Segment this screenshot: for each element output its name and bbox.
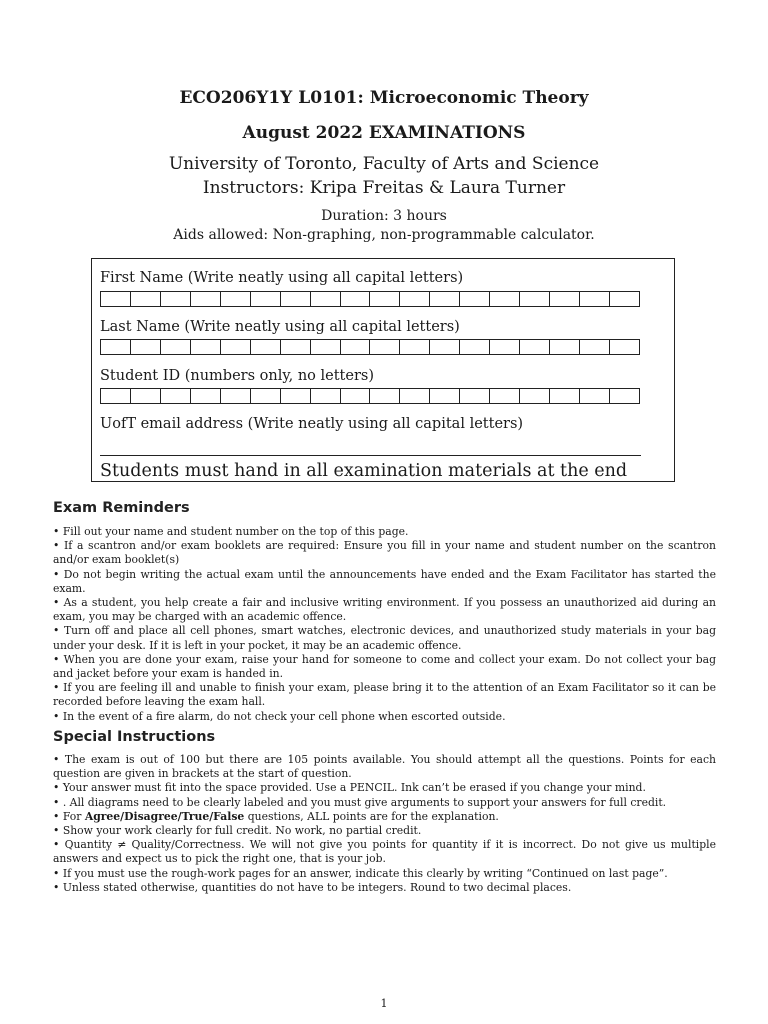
letter-box[interactable] [341, 292, 371, 306]
letter-box[interactable] [101, 292, 131, 306]
email-label: UofT email address (Write neatly using all capital letters) [100, 416, 524, 432]
letter-box[interactable] [131, 292, 161, 306]
first-name-boxes[interactable] [100, 291, 640, 307]
list-item: • Turn off and place all cell phones, smart watches, electronic devices, and unauthorized study materials in your bag under your desk. If it is left in your pocket, it may be an academic offence. [53, 624, 716, 652]
email-write-line[interactable] [100, 455, 641, 456]
exam-session: August 2022 EXAMINATIONS [242, 123, 526, 143]
letter-box[interactable] [281, 389, 311, 403]
list-item: • . All diagrams need to be clearly labeled and you must give arguments to support your answers for full credit. [53, 796, 716, 810]
letter-box[interactable] [460, 340, 490, 354]
letter-box[interactable] [161, 340, 191, 354]
list-item: • If you are feeling ill and unable to finish your exam, please bring it to the attention of an Exam Facilitator so it can be recorded before leaving the exam hall. [53, 681, 716, 709]
letter-box[interactable] [430, 292, 460, 306]
letter-box[interactable] [161, 292, 191, 306]
list-item: • Unless stated otherwise, quantities do not have to be integers. Round to two decimal places. [53, 881, 716, 895]
list-item: • Your answer must fit into the space provided. Use a PENCIL. Ink can’t be erased if you change your mind. [53, 781, 716, 795]
list-item: • As a student, you help create a fair and inclusive writing environment. If you possess an unauthorized aid during an exam, you may be charged with an academic offence. [53, 596, 716, 624]
letter-box[interactable] [580, 340, 610, 354]
letter-box[interactable] [460, 292, 490, 306]
list-item: • Quantity ≠ Quality/Correctness. We will not give you points for quantity if it is incorrect. Do not give us multiple answers and expect us to pick the right one, that is your job. [53, 838, 716, 866]
letter-box[interactable] [400, 340, 430, 354]
letter-box[interactable] [101, 389, 131, 403]
student-info-box [91, 258, 675, 482]
letter-box[interactable] [490, 389, 520, 403]
letter-box[interactable] [191, 389, 221, 403]
letter-box[interactable] [191, 292, 221, 306]
letter-box[interactable] [131, 389, 161, 403]
letter-box[interactable] [400, 389, 430, 403]
letter-box[interactable] [281, 340, 311, 354]
letter-box[interactable] [191, 340, 221, 354]
instructors-line: Instructors: Kripa Freitas & Laura Turner [202, 178, 566, 198]
student-id-boxes[interactable] [100, 388, 640, 404]
last-name-boxes[interactable] [100, 339, 640, 355]
letter-box[interactable] [490, 292, 520, 306]
special-instructions-list [53, 753, 716, 895]
list-item: • Show your work clearly for full credit. No work, no partial credit. [53, 824, 716, 838]
list-item: • Do not begin writing the actual exam until the announcements have ended and the Exam Facilitator has started the exam. [53, 568, 716, 596]
letter-box[interactable] [610, 292, 639, 306]
list-item-text: questions, ALL points are for the explanation. [244, 809, 499, 823]
university-line: University of Toronto, Faculty of Arts and Science [168, 154, 600, 174]
letter-box[interactable] [580, 292, 610, 306]
letter-box[interactable] [430, 389, 460, 403]
list-item: • Fill out your name and student number on the top of this page. [53, 525, 716, 539]
letter-box[interactable] [341, 389, 371, 403]
special-instructions-heading: Special Instructions [53, 729, 216, 745]
duration-line: Duration: 3 hours [321, 208, 447, 224]
letter-box[interactable] [221, 292, 251, 306]
letter-box[interactable] [400, 292, 430, 306]
letter-box[interactable] [460, 389, 490, 403]
letter-box[interactable] [550, 340, 580, 354]
letter-box[interactable] [221, 340, 251, 354]
letter-box[interactable] [281, 292, 311, 306]
letter-box[interactable] [370, 292, 400, 306]
student-id-label: Student ID (numbers only, no letters) [100, 368, 374, 384]
list-item: • If you must use the rough-work pages for an answer, indicate this clearly by writing “Continued on last page”. [53, 867, 716, 881]
list-item: • The exam is out of 100 but there are 105 points available. You should attempt all the questions. Points for each question are given in brackets at the start of question. [53, 753, 716, 781]
letter-box[interactable] [251, 340, 281, 354]
letter-box[interactable] [490, 340, 520, 354]
hand-in-notice: Students must hand in all examination materials at the end [100, 461, 628, 481]
letter-box[interactable] [520, 340, 550, 354]
aids-allowed-line: Aids allowed: Non-graphing, non-programmable calculator. [173, 227, 595, 243]
letter-box[interactable] [550, 292, 580, 306]
letter-box[interactable] [131, 340, 161, 354]
letter-box[interactable] [550, 389, 580, 403]
list-item [53, 810, 716, 824]
last-name-label: Last Name (Write neatly using all capital letters) [100, 319, 460, 335]
letter-box[interactable] [430, 340, 460, 354]
letter-box[interactable] [251, 292, 281, 306]
exam-reminders-heading: Exam Reminders [53, 500, 190, 516]
list-item: • When you are done your exam, raise your hand for someone to come and collect your exam. Do not collect your bag and jacket before your exam is handed in. [53, 653, 716, 681]
page-number: 1 [380, 997, 388, 1010]
list-item: • If a scantron and/or exam booklets are required: Ensure you fill in your name and student number on the scantron and/or exam booklet(s) [53, 539, 716, 567]
letter-box[interactable] [101, 340, 131, 354]
exam-reminders-list [53, 525, 716, 724]
letter-box[interactable] [311, 389, 341, 403]
first-name-label: First Name (Write neatly using all capital letters) [100, 270, 464, 286]
letter-box[interactable] [341, 340, 371, 354]
letter-box[interactable] [610, 389, 639, 403]
letter-box[interactable] [311, 292, 341, 306]
list-item-bold: Agree/Disagree/True/False [84, 809, 245, 823]
letter-box[interactable] [520, 292, 550, 306]
letter-box[interactable] [311, 340, 341, 354]
letter-box[interactable] [520, 389, 550, 403]
letter-box[interactable] [251, 389, 281, 403]
list-item: • In the event of a fire alarm, do not check your cell phone when escorted outside. [53, 710, 716, 724]
letter-box[interactable] [161, 389, 191, 403]
course-title: ECO206Y1Y L0101: Microeconomic Theory [179, 88, 589, 108]
letter-box[interactable] [370, 340, 400, 354]
letter-box[interactable] [221, 389, 251, 403]
list-item-text: For [62, 809, 85, 823]
letter-box[interactable] [370, 389, 400, 403]
letter-box[interactable] [610, 340, 639, 354]
letter-box[interactable] [580, 389, 610, 403]
